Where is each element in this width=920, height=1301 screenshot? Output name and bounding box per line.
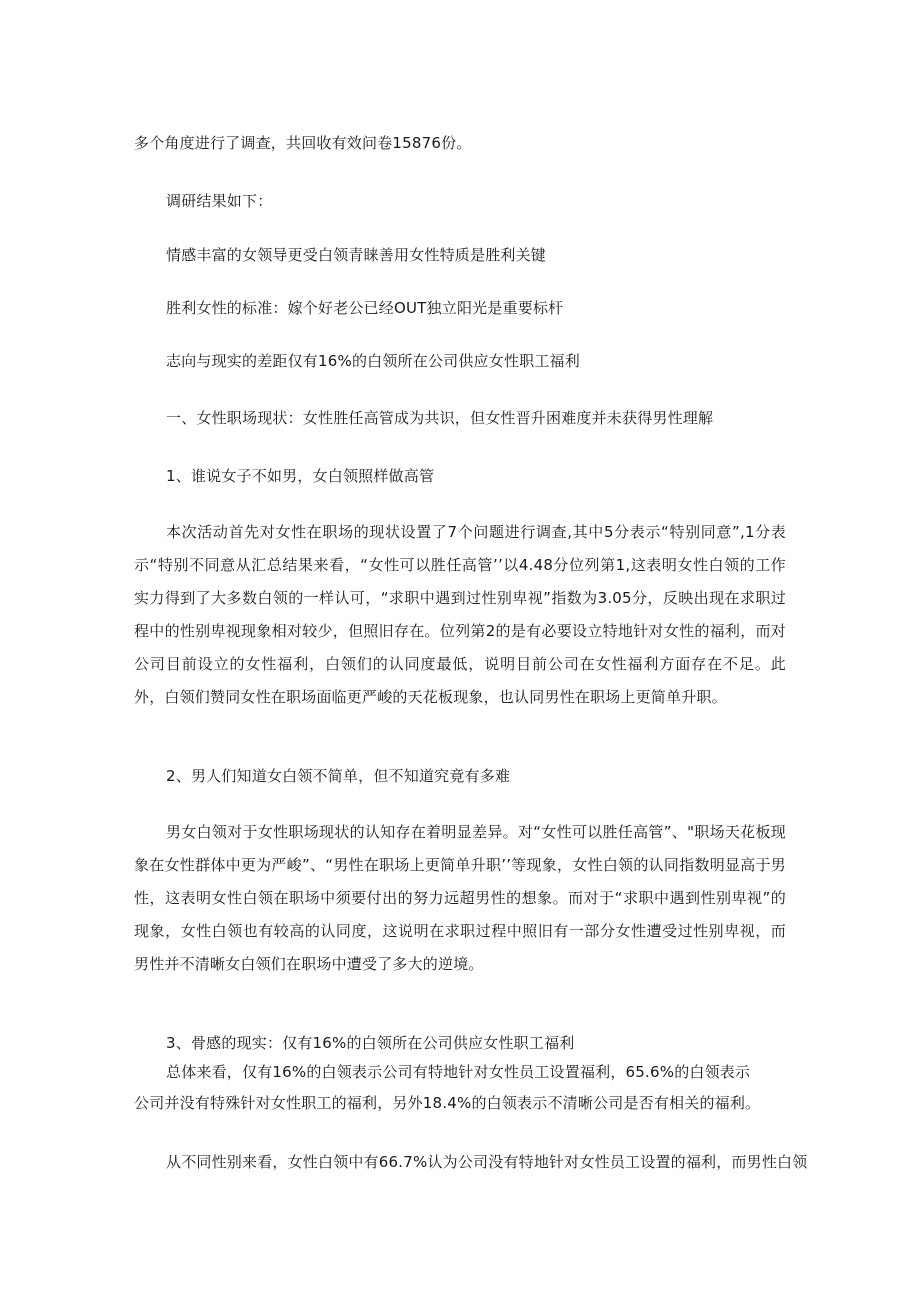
body-text-line: 公司并没有特殊针对女性职工的福利，另外18.4%的白领表示不清晰公司是否有相关的福利。: [134, 1094, 761, 1112]
results-intro-text: 调研结果如下：: [166, 192, 273, 210]
body-text-line: 从不同性别来看，女性白领中有66.7%认为公司没有特地针对女性员工设置的福利，而男性白领: [166, 1153, 808, 1171]
subsection-heading: 1、谁说女子不如男，女白领照样做高管: [166, 467, 435, 485]
body-text-line: 总体来看，仅有16%的白领表示公司有特地针对女性员工设置福利，65.6%的白领表示: [166, 1063, 751, 1081]
subsection-heading: 2、男人们知道女白领不简单，但不知道究竟有多难: [166, 767, 511, 785]
highlight-item: 志向与现实的差距仅有16%的白领所在公司供应女性职工福利: [166, 352, 580, 370]
subsection-body-paragraph: 男女白领对于女性职场现状的认知存在着明显差异。对“女性可以胜任高管”、"职场天花板现象在女性群体中更为严峻”、“男性在职场上更简单升职’’等现象，女性白领的认同指数明显高于男性，这表明女性白领在职场中须要付出的努力远超男性的想象。而对于“求职中遇到性别卑视”的现象，女性白领也有较高的认同度，这说明在求职过程中照旧有一部分女性遭受过性别卑视，而男性并不清晰女白领们在职场中遭受了多大的逆境。: [134, 823, 786, 973]
highlight-item: 情感丰富的女领导更受白领青睐善用女性特质是胜利关键: [166, 246, 547, 264]
highlight-item: 胜利女性的标准：嫁个好老公已经OUT独立阳光是重要标杆: [166, 299, 564, 317]
intro-tail-text: 多个角度进行了调查，共回收有效问卷15876份。: [134, 134, 472, 152]
section-heading: 一、女性职场现状：女性胜任高管成为共识，但女性晋升困难度并未获得男性理解: [166, 409, 714, 427]
subsection-body-paragraph: 本次活动首先对女性在职场的现状设置了7个问题进行调查,其中5分表示“特别同意”,1分表示“特别不同意从汇总结果来看，“女性可以胜任高管’’以4.48分位列第1,这表明女性白领的工作实力得到了大多数白领的一样认可，“求职中遇到过性别卑视”指数为3.05分，反映出现在求职过程中的性别卑视现象相对较少，但照旧存在。位列第2的是有必要设立特地针对女性的福利，而对公司目前设立的女性福利，白领们的认同度最低，说明目前公司在女性福利方面存在不足。此外，白领们赞同女性在职场面临更严峻的天花板现象，也认同男性在职场上更简单升职。: [134, 523, 786, 706]
subsection-heading: 3、骨感的现实：仅有16%的白领所在公司供应女性职工福利: [166, 1034, 575, 1052]
